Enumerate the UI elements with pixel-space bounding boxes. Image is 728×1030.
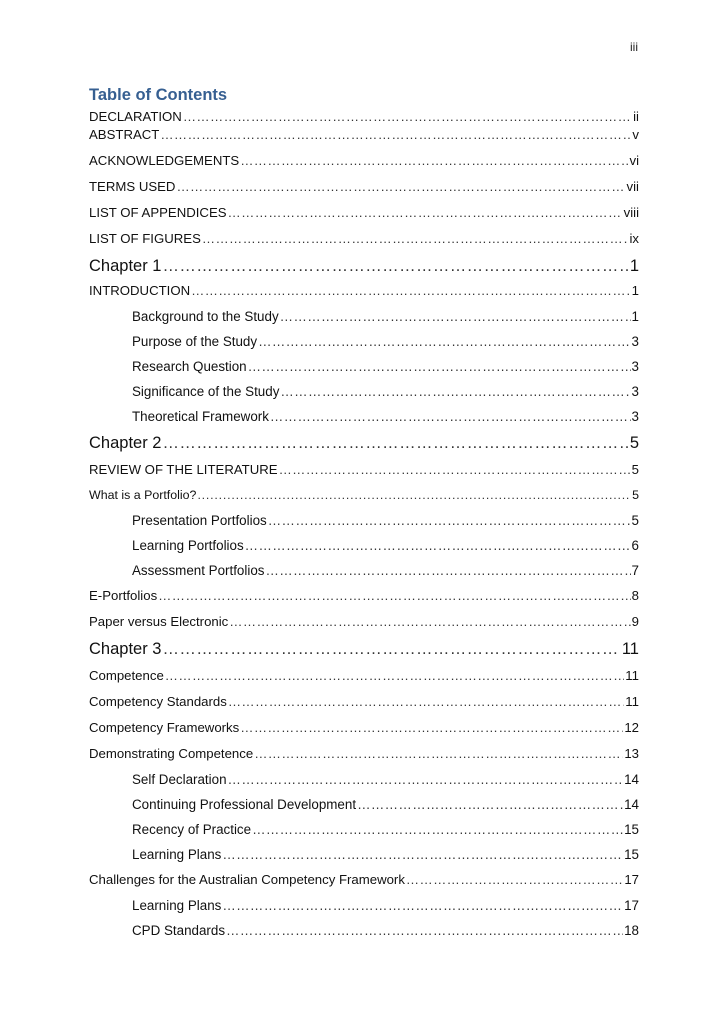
toc-entry-demonstrating-competence[interactable]: [89, 746, 639, 772]
toc-entry-label: Competency Standards: [89, 694, 227, 709]
dot-leader: [280, 309, 631, 324]
dot-leader: [222, 898, 623, 913]
toc-entry-page: 12: [624, 720, 639, 735]
toc-entry-chapter-3[interactable]: [89, 640, 639, 668]
dot-leader: [357, 797, 623, 812]
dot-leader: [268, 513, 631, 528]
toc-entry-page: 1: [629, 257, 639, 275]
toc-entry-page: 3: [631, 409, 639, 424]
toc-entry-page: 15: [624, 847, 639, 862]
toc-entry-page: 3: [631, 334, 639, 349]
toc-entry-label: LIST OF FIGURES: [89, 231, 201, 246]
toc-entry-label: What is a Portfolio?: [89, 488, 197, 502]
toc-entry-terms-used[interactable]: [89, 179, 639, 205]
toc-entry-what-is-portfolio[interactable]: [89, 488, 639, 513]
toc-entry-label: Significance of the Study: [132, 384, 280, 399]
toc-entry-page: 11: [625, 668, 639, 683]
dot-leader: [228, 205, 623, 220]
toc-entry-label: Continuing Professional Development: [132, 797, 357, 812]
dot-leader: [162, 640, 620, 659]
dot-leader: [183, 109, 632, 124]
toc-entry-list-of-appendices[interactable]: [89, 205, 639, 231]
dot-leader: [279, 462, 631, 477]
toc-entry-page: 11: [625, 694, 639, 709]
toc-entry-review-literature[interactable]: [89, 462, 639, 488]
dot-leader: [229, 614, 630, 629]
toc-entry-label: ABSTRACT: [89, 127, 160, 142]
toc-entry-label: Paper versus Electronic: [89, 614, 229, 629]
dot-leader: [222, 847, 623, 862]
toc-entry-label: Self Declaration: [132, 772, 227, 787]
dot-leader: [162, 434, 628, 453]
toc-title: Table of Contents: [89, 86, 228, 104]
dot-leader: [248, 359, 631, 374]
toc-entry-label: Research Question: [132, 359, 247, 374]
toc-entry-competency-standards[interactable]: [89, 694, 639, 720]
toc-entry-label: Learning Plans: [132, 898, 222, 913]
toc-entry-e-portfolios[interactable]: [89, 588, 639, 614]
toc-entry-label: Presentation Portfolios: [132, 513, 267, 528]
dot-leader: [176, 179, 625, 194]
toc-entry-theoretical-framework[interactable]: [89, 409, 639, 434]
toc-entry-label: DECLARATION: [89, 109, 182, 124]
toc-entry-competency-frameworks[interactable]: [89, 720, 639, 746]
toc-entry-page: 17: [624, 898, 639, 913]
toc-entry-label: Challenges for the Australian Competency Framework: [89, 872, 405, 887]
toc-entry-label: E-Portfolios: [89, 588, 158, 603]
toc-entry-page: 3: [631, 384, 639, 399]
dot-leader: [245, 538, 631, 553]
toc-entry-page: 11: [621, 640, 639, 658]
toc-entry-chapter-2[interactable]: [89, 434, 639, 462]
toc-entry-self-declaration[interactable]: [89, 772, 639, 797]
toc-entry-recency-of-practice[interactable]: [89, 822, 639, 847]
toc-entry-page: 8: [631, 588, 639, 603]
dot-leader: [270, 409, 631, 424]
toc-entry-assessment-portfolios[interactable]: [89, 563, 639, 588]
toc-entry-page: 15: [624, 822, 639, 837]
toc-entry-label: Purpose of the Study: [132, 334, 258, 349]
toc-entry-research-question[interactable]: [89, 359, 639, 384]
toc-entry-significance[interactable]: [89, 384, 639, 409]
toc-entry-paper-vs-electronic[interactable]: [89, 614, 639, 640]
toc-entry-page: 6: [631, 538, 639, 553]
toc-entry-page: 5: [632, 488, 639, 502]
toc-entry-label: Background to the Study: [132, 309, 279, 324]
toc-entry-page: 7: [631, 563, 639, 578]
toc-entry-introduction[interactable]: [89, 283, 639, 309]
toc-entry-label: REVIEW OF THE LITERATURE: [89, 462, 278, 477]
toc-entry-label: ACKNOWLEDGEMENTS: [89, 153, 240, 168]
dot-leader: [162, 257, 628, 276]
toc-entry-page: 1: [631, 309, 639, 324]
toc-entry-page: 5: [629, 434, 639, 452]
dot-leader: [226, 923, 623, 938]
dot-leader: [254, 746, 623, 761]
toc-entry-purpose[interactable]: [89, 334, 639, 359]
toc-entry-page: 18: [624, 923, 639, 938]
dot-leader: [228, 772, 624, 787]
dot-leader: [240, 720, 623, 735]
toc-entry-page: v: [632, 127, 639, 142]
toc-entry-learning-plans[interactable]: [89, 847, 639, 872]
toc-entry-page: 5: [631, 513, 639, 528]
dot-leader: [265, 563, 630, 578]
toc-entry-page: 5: [631, 462, 639, 477]
toc-entry-page: 9: [631, 614, 639, 629]
toc-entry-declaration[interactable]: [89, 109, 639, 127]
toc-entry-page: viii: [623, 205, 639, 220]
toc-entry-label: LIST OF APPENDICES: [89, 205, 227, 220]
toc-entry-label: Demonstrating Competence: [89, 746, 254, 761]
toc-entry-label: INTRODUCTION: [89, 283, 191, 298]
toc-entry-page: 17: [624, 872, 639, 887]
toc-entry-challenges-framework[interactable]: [89, 872, 639, 898]
toc-entry-learning-portfolios[interactable]: [89, 538, 639, 563]
toc-entry-competence[interactable]: [89, 668, 639, 694]
toc-entry-label: Chapter 2: [89, 434, 162, 452]
toc-entry-background[interactable]: [89, 309, 639, 334]
dot-leader: [202, 231, 629, 246]
toc-entry-label: Competence: [89, 668, 164, 683]
toc-entry-chapter-1[interactable]: [89, 257, 639, 283]
toc-entry-label: Learning Portfolios: [132, 538, 244, 553]
toc-entry-page: vi: [629, 153, 639, 168]
dot-leader: [252, 822, 623, 837]
dot-leader: [240, 153, 628, 168]
toc-entry-list-of-figures[interactable]: [89, 231, 639, 257]
toc-entry-label: Chapter 3: [89, 640, 162, 658]
dot-leader: [191, 283, 631, 298]
toc-entry-label: Assessment Portfolios: [132, 563, 265, 578]
toc-entry-presentation-portfolios[interactable]: [89, 513, 639, 538]
toc-entry-label: CPD Standards: [132, 923, 226, 938]
toc-entry-label: Theoretical Framework: [132, 409, 269, 424]
toc-entry-label: Competency Frameworks: [89, 720, 240, 735]
toc-entry-label: Learning Plans: [132, 847, 222, 862]
toc-entry-page: 13: [624, 746, 639, 761]
dot-leader: [258, 334, 630, 349]
page-number: iii: [630, 40, 638, 54]
toc-entry-page: 14: [624, 772, 639, 787]
toc-entry-page: 1: [631, 283, 639, 298]
toc-entry-cpd[interactable]: [89, 797, 639, 822]
dot-leader: [158, 588, 630, 603]
toc-entry-page: vii: [626, 179, 639, 194]
toc-entry-page: 3: [631, 359, 639, 374]
dot-leader: [165, 668, 625, 683]
toc-entry-cpd-standards[interactable]: [89, 923, 639, 948]
dot-leader: [406, 872, 623, 887]
toc-entry-label: TERMS USED: [89, 179, 176, 194]
toc-entry-learning-plans-2[interactable]: [89, 898, 639, 923]
toc-entry-page: 14: [624, 797, 639, 812]
toc-entry-label: Recency of Practice: [132, 822, 252, 837]
dot-leader: [228, 694, 624, 709]
toc-entry-abstract[interactable]: [89, 127, 639, 153]
dot-leader: [160, 127, 631, 142]
toc-entry-page: ix: [629, 231, 639, 246]
dot-leader: [280, 384, 630, 399]
toc-entry-page: ii: [633, 109, 639, 124]
toc-entry-acknowledgements[interactable]: [89, 153, 639, 179]
dot-leader: [197, 488, 631, 502]
toc-entry-label: Chapter 1: [89, 257, 162, 275]
toc-list: [89, 109, 639, 948]
